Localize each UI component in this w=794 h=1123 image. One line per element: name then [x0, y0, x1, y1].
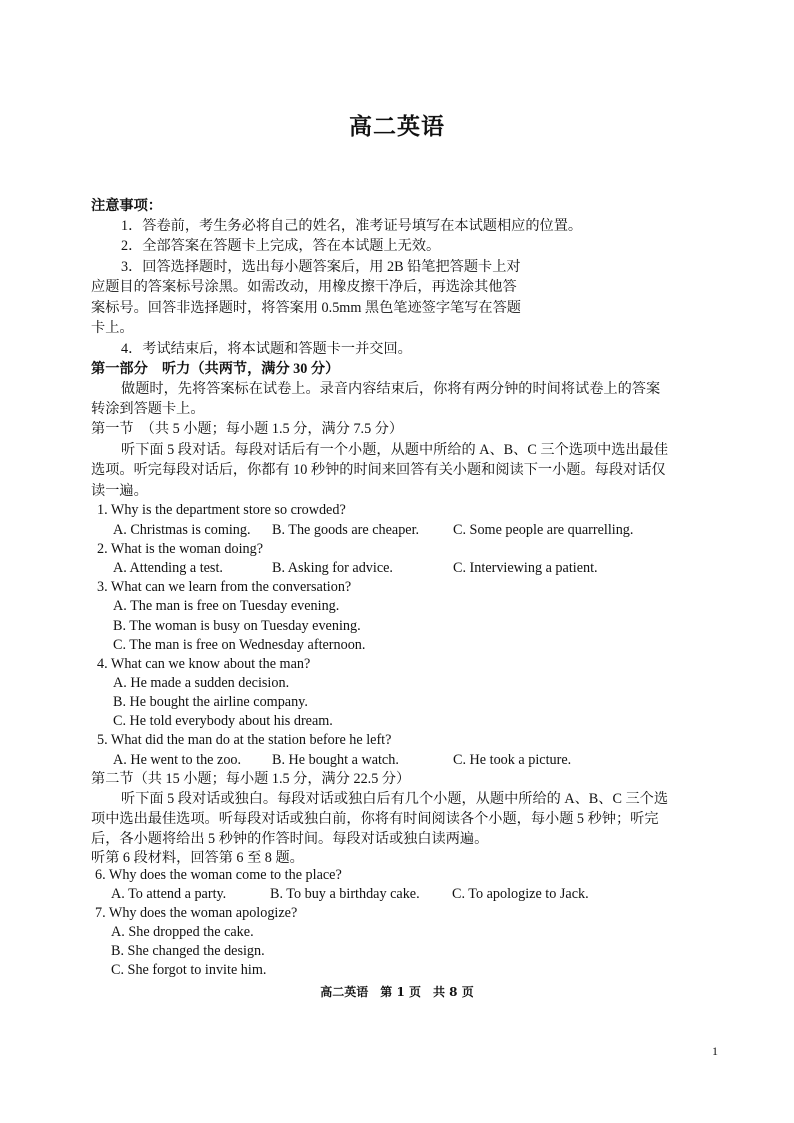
- answer-option: B. The woman is busy on Tuesday evening.: [113, 618, 361, 634]
- notice-item: 4．考试结束后，将本试题和答题卡一并交回。: [121, 341, 412, 357]
- answer-option: C. The man is free on Wednesday afternoon.: [113, 637, 366, 653]
- answer-option: B. The goods are cheaper.: [272, 522, 420, 538]
- answer-option: B. She changed the design.: [111, 943, 265, 959]
- page-footer: 高二英语 第 1 页 共 8 页: [320, 985, 474, 999]
- section2-instructions: 后，各小题将给出 5 秒钟的作答时间。每段对话或独白读两遍。: [91, 831, 489, 847]
- part1-intro: 做题时，先将答案标在试卷上。录音内容结束后，你将有两分钟的时间将试卷上的答案: [121, 381, 661, 397]
- section1-instructions: 选项。听完每段对话后，你都有 10 秒钟的时间来回答有关小题和阅读下一小题。每段对话仅: [91, 462, 666, 478]
- answer-option: A. She dropped the cake.: [111, 924, 254, 940]
- question-stem: 4. What can we know about the man?: [97, 656, 311, 672]
- section1-instructions: 听下面 5 段对话。每段对话后有一个小题，从题中所给的 A、B、C 三个选项中选出最佳: [121, 442, 669, 458]
- part1-heading: 第一部分 听力（共两节，满分 30 分）: [91, 361, 340, 377]
- answer-option: A. He went to the zoo.: [113, 752, 242, 768]
- answer-option: A. The man is free on Tuesday evening.: [113, 598, 340, 614]
- question-stem: 3. What can we learn from the conversation?: [97, 579, 352, 595]
- answer-option: A. Attending a test.: [113, 560, 223, 576]
- question-stem: 6. Why does the woman come to the place?: [95, 867, 342, 883]
- section2-instructions: 听下面 5 段对话或独白。每段对话或独白后有几个小题，从题中所给的 A、B、C 三个选: [121, 791, 669, 807]
- question-stem: 2. What is the woman doing?: [97, 541, 264, 557]
- notice-item: 3．回答选择题时，选出每小题答案后，用 2B 铅笔把答题卡上对: [121, 259, 521, 275]
- question-stem: 1. Why is the department store so crowded?: [97, 502, 346, 518]
- page-number: 1: [712, 1044, 718, 1058]
- section2-heading: 第二节（共 15 小题；每小题 1.5 分，满分 22.5 分）: [91, 771, 411, 787]
- answer-option: C. To apologize to Jack.: [452, 886, 589, 902]
- answer-option: B. He bought a watch.: [272, 752, 399, 768]
- answer-option: C. He told everybody about his dream.: [113, 713, 333, 729]
- notice-item: 2．全部答案在答题卡上完成，答在本试题上无效。: [121, 238, 441, 254]
- question-stem: 5. What did the man do at the station before he left?: [97, 732, 392, 748]
- answer-option: C. Interviewing a patient.: [453, 560, 598, 576]
- answer-option: B. To buy a birthday cake.: [270, 886, 420, 902]
- answer-option: C. He took a picture.: [453, 752, 572, 768]
- section1-instructions: 读一遍。: [91, 483, 148, 499]
- question-stem: 7. Why does the woman apologize?: [95, 905, 298, 921]
- answer-option: B. Asking for advice.: [272, 560, 393, 576]
- section2-material: 听第 6 段材料，回答第 6 至 8 题。: [91, 850, 304, 866]
- notice-item: 案标号。回答非选择题时，将答案用 0.5mm 黑色笔迹签字笔写在答题: [91, 300, 521, 316]
- notice-item: 应题目的答案标号涂黑。如需改动，用橡皮擦干净后，再选涂其他答: [91, 279, 517, 295]
- page-title: 高二英语: [349, 113, 445, 140]
- answer-option: C. Some people are quarrelling.: [453, 522, 634, 538]
- notice-item: 1．答卷前，考生务必将自己的姓名，准考证号填写在本试题相应的位置。: [121, 218, 583, 234]
- section2-instructions: 项中选出最佳选项。听每段对话或独白前，你将有时间阅读各个小题，每小题 5 秒钟；听完: [91, 811, 659, 827]
- answer-option: A. Christmas is coming.: [113, 522, 251, 538]
- notice-heading: 注意事项：: [91, 198, 162, 214]
- part1-intro: 转涂到答题卡上。: [91, 401, 205, 417]
- answer-option: B. He bought the airline company.: [113, 694, 308, 710]
- answer-option: A. To attend a party.: [111, 886, 227, 902]
- section1-heading: 第一节 （共 5 小题；每小题 1.5 分，满分 7.5 分）: [91, 421, 404, 437]
- notice-item: 卡上。: [91, 320, 134, 336]
- answer-option: A. He made a sudden decision.: [113, 675, 290, 691]
- answer-option: C. She forgot to invite him.: [111, 962, 267, 978]
